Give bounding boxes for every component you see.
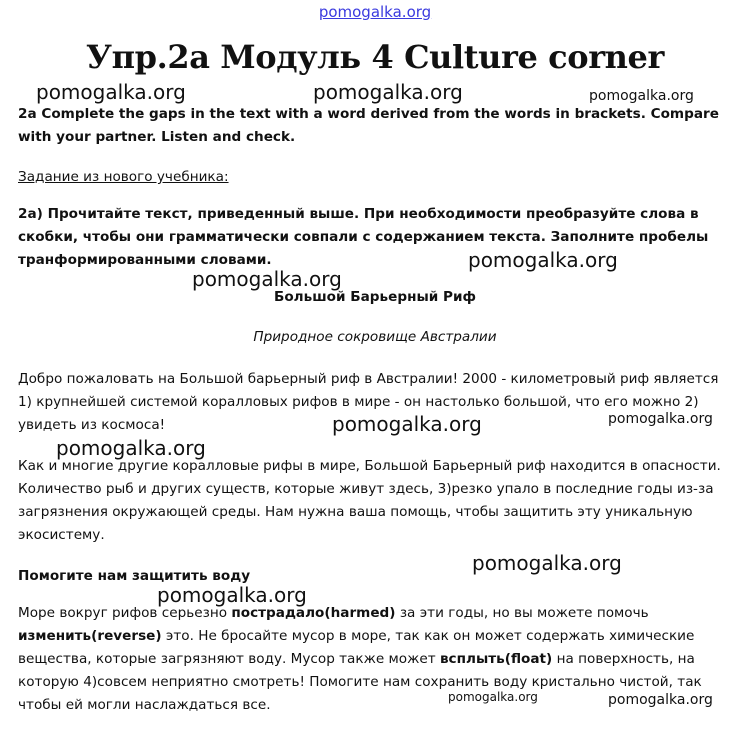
watermark: pomogalka.org [608, 411, 713, 427]
help-heading: Помогите нам защитить воду [18, 568, 251, 584]
watermark: pomogalka.org [472, 551, 622, 575]
paragraph-3-text: за эти годы, но вы можете помочь [395, 605, 649, 621]
watermark: pomogalka.org [332, 412, 482, 436]
word-float: всплыть(float) [439, 651, 553, 667]
text-title: Большой Барьерный Риф [273, 289, 476, 305]
watermark: pomogalka.org [589, 88, 694, 104]
site-link[interactable]: pomogalka.org [318, 3, 432, 21]
task-russian: 2а) Прочитайте текст, приведенный выше. При необходимости преобразуйте слова в скобки, чтобы они грамматически совпали с содержанием текста. Заполните пробелы транформированными словами. [18, 206, 709, 268]
page-title: Упр.2а Модуль 4 Culture corner [86, 38, 664, 76]
watermark: pomogalka.org [468, 248, 618, 272]
word-harmed: пострадало(harmed) [231, 605, 396, 621]
watermark: pomogalka.org [608, 692, 713, 708]
word-reverse: изменить(reverse) [18, 628, 162, 644]
paragraph-3-text: на поверхность, на которую 4)совсем неприятно смотреть! Помогите нам сохранить воду кристально чистой, так чтобы ей могли наслаждаться все. [18, 651, 702, 713]
watermark: pomogalka.org [157, 583, 307, 607]
paragraph-1: Добро пожаловать на Большой барьерный риф в Австралии! 2000 - километровый риф является 1) крупнейшей системой коралловых рифов в мире - он настолько большой, что его можно 2) увидеть из космоса! [18, 371, 719, 433]
watermark: pomogalka.org [56, 436, 206, 460]
paragraph-3-text: Море вокруг рифов серьезно [18, 605, 232, 621]
watermark: pomogalka.org [313, 80, 463, 104]
text-subtitle: Природное сокровище Австралии [253, 329, 497, 345]
watermark: pomogalka.org [448, 690, 538, 704]
task-english: 2a Complete the gaps in the text with a word derived from the words in brackets. Compare with your partner. Listen and check. [18, 106, 719, 145]
watermark: pomogalka.org [192, 267, 342, 291]
paragraph-2: Как и многие другие коралловые рифы в мире, Большой Барьерный риф находится в опасности. Количество рыб и других существ, которые живут здесь, 3)резко упало в последние годы из-за загрязнения окружающей среды. Нам нужна ваша помощь, чтобы защитить эту уникальную экосистему. [18, 458, 721, 543]
watermark: pomogalka.org [36, 80, 186, 104]
paragraph-3-text: это. Не бросайте мусор в море, так как он может содержать химические вещества, которые загрязняют воду. Мусор также может [18, 628, 695, 667]
task-russian-label: Задание из нового учебника: [18, 169, 229, 185]
